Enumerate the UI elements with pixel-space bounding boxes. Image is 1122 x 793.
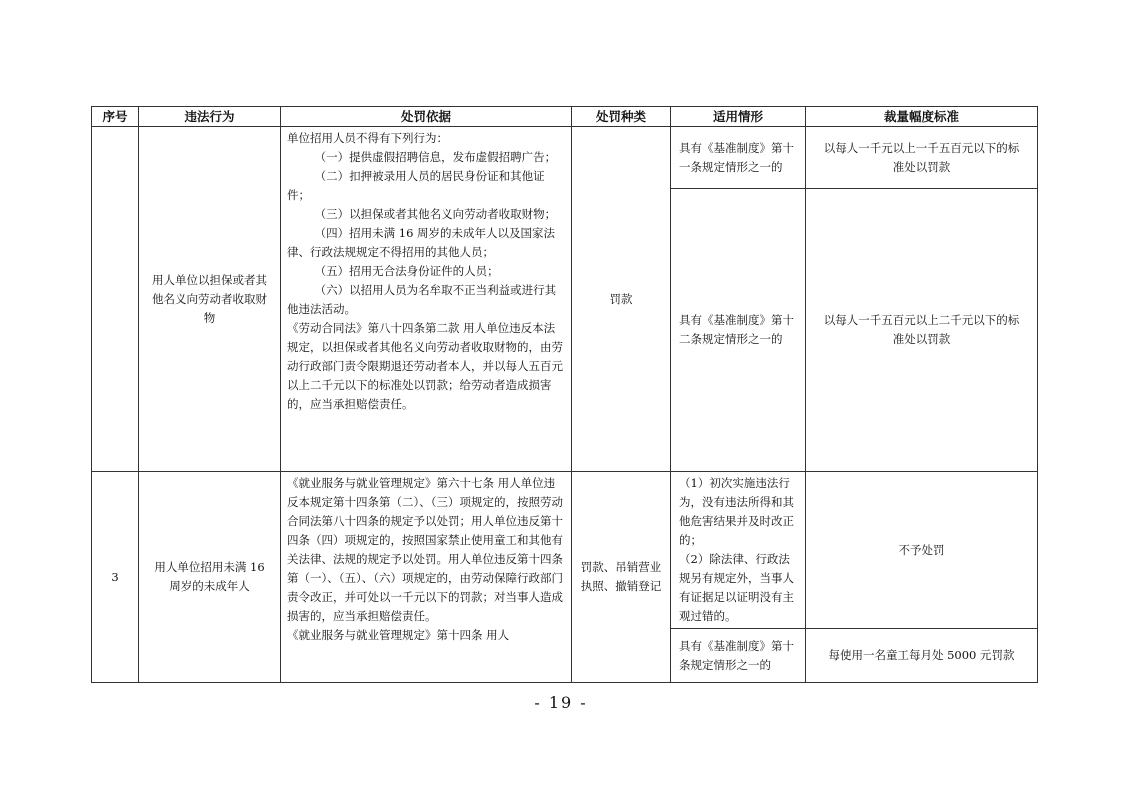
row1-condition-1: 具有《基准制度》第十一条规定情形之一的	[671, 127, 806, 189]
row2-violation: 用人单位招用未满 16 周岁的未成年人	[139, 472, 281, 683]
row2-standard-1: 不予处罚	[806, 472, 1038, 629]
page-number: - 19 -	[534, 693, 588, 712]
header-basis: 处罚依据	[281, 107, 572, 127]
basis-line: （六）以招用人员为名牟取不正当利益或进行其他违法活动。	[287, 283, 557, 316]
header-situation: 适用情形	[671, 107, 806, 127]
row2-condition-1: （1）初次实施违法行为，没有违法所得和其他危害结果并及时改正的； （2）除法律、行政法规另有规定外，当事人有证据足以证明没有主观过错的。	[671, 472, 806, 629]
header-violation: 违法行为	[139, 107, 281, 127]
basis-line: （一）提供虚假招聘信息，发布虚假招聘广告；	[314, 150, 557, 164]
row1-condition-2: 具有《基准制度》第十二条规定情形之一的	[671, 189, 806, 472]
basis-line: 《劳动合同法》第八十四条第二款 用人单位违反本法规定，以担保或者其他名义向劳动者收取财物的，由劳动行政部门责令限期退还劳动者本人，并以每人五百元以上二千元以下的标准处以罚款；给劳动者造成损害的，应当承担赔偿责任。	[287, 321, 563, 411]
basis-line: 《就业服务与就业管理规定》第十四条 用人	[287, 628, 510, 642]
row1-standard-2: 以每人一千五百元以上二千元以下的标准处以罚款	[806, 189, 1038, 472]
row1-standard-1: 以每人一千元以上一千五百元以下的标准处以罚款	[806, 127, 1038, 189]
row2-seq: 3	[92, 472, 139, 683]
basis-line: （四）招用未满 16 周岁的未成年人以及国家法律、行政法规规定不得招用的其他人员；	[287, 226, 556, 259]
header-penalty-type: 处罚种类	[572, 107, 671, 127]
header-seq: 序号	[92, 107, 139, 127]
basis-line: 单位招用人员不得有下列行为：	[287, 131, 448, 145]
row1-basis	[281, 127, 572, 472]
row2-basis	[281, 472, 572, 683]
table-header-row	[92, 107, 1038, 127]
table-row	[92, 127, 1038, 189]
row2-condition-2: 具有《基准制度》第十条规定情形之一的	[671, 629, 806, 683]
basis-line: （五）招用无合法身份证件的人员；	[314, 264, 499, 278]
row1-violation: 用人单位以担保或者其他名义向劳动者收取财物	[139, 127, 281, 472]
row1-penalty-type: 罚款	[572, 127, 671, 472]
basis-line: （二）扣押被录用人员的居民身份证和其他证件；	[287, 169, 545, 202]
table-row	[92, 472, 1038, 629]
row1-seq	[92, 127, 139, 472]
row2-penalty-type: 罚款、吊销营业执照、撤销登记	[572, 472, 671, 683]
header-standard: 裁量幅度标准	[806, 107, 1038, 127]
row2-standard-2: 每使用一名童工每月处 5000 元罚款	[806, 629, 1038, 683]
basis-line: 《就业服务与就业管理规定》第六十七条 用人单位违反本规定第十四条第（二）、（三）项规定的，按照劳动合同法第八十四条的规定予以处罚；用人单位违反第十四条（四）项规定的，按照国家禁止使用童工和其他有关法律、法规的规定予以处罚。用人单位违反第十四条第（一）、（五）、（六）项规定的，由劳动保障行政部门责令改正，并可处以一千元以下的罚款；对当事人造成损害的，应当承担赔偿责任。	[287, 476, 563, 623]
basis-line: （三）以担保或者其他名义向劳动者收取财物；	[314, 207, 557, 221]
penalty-table	[91, 106, 1038, 683]
